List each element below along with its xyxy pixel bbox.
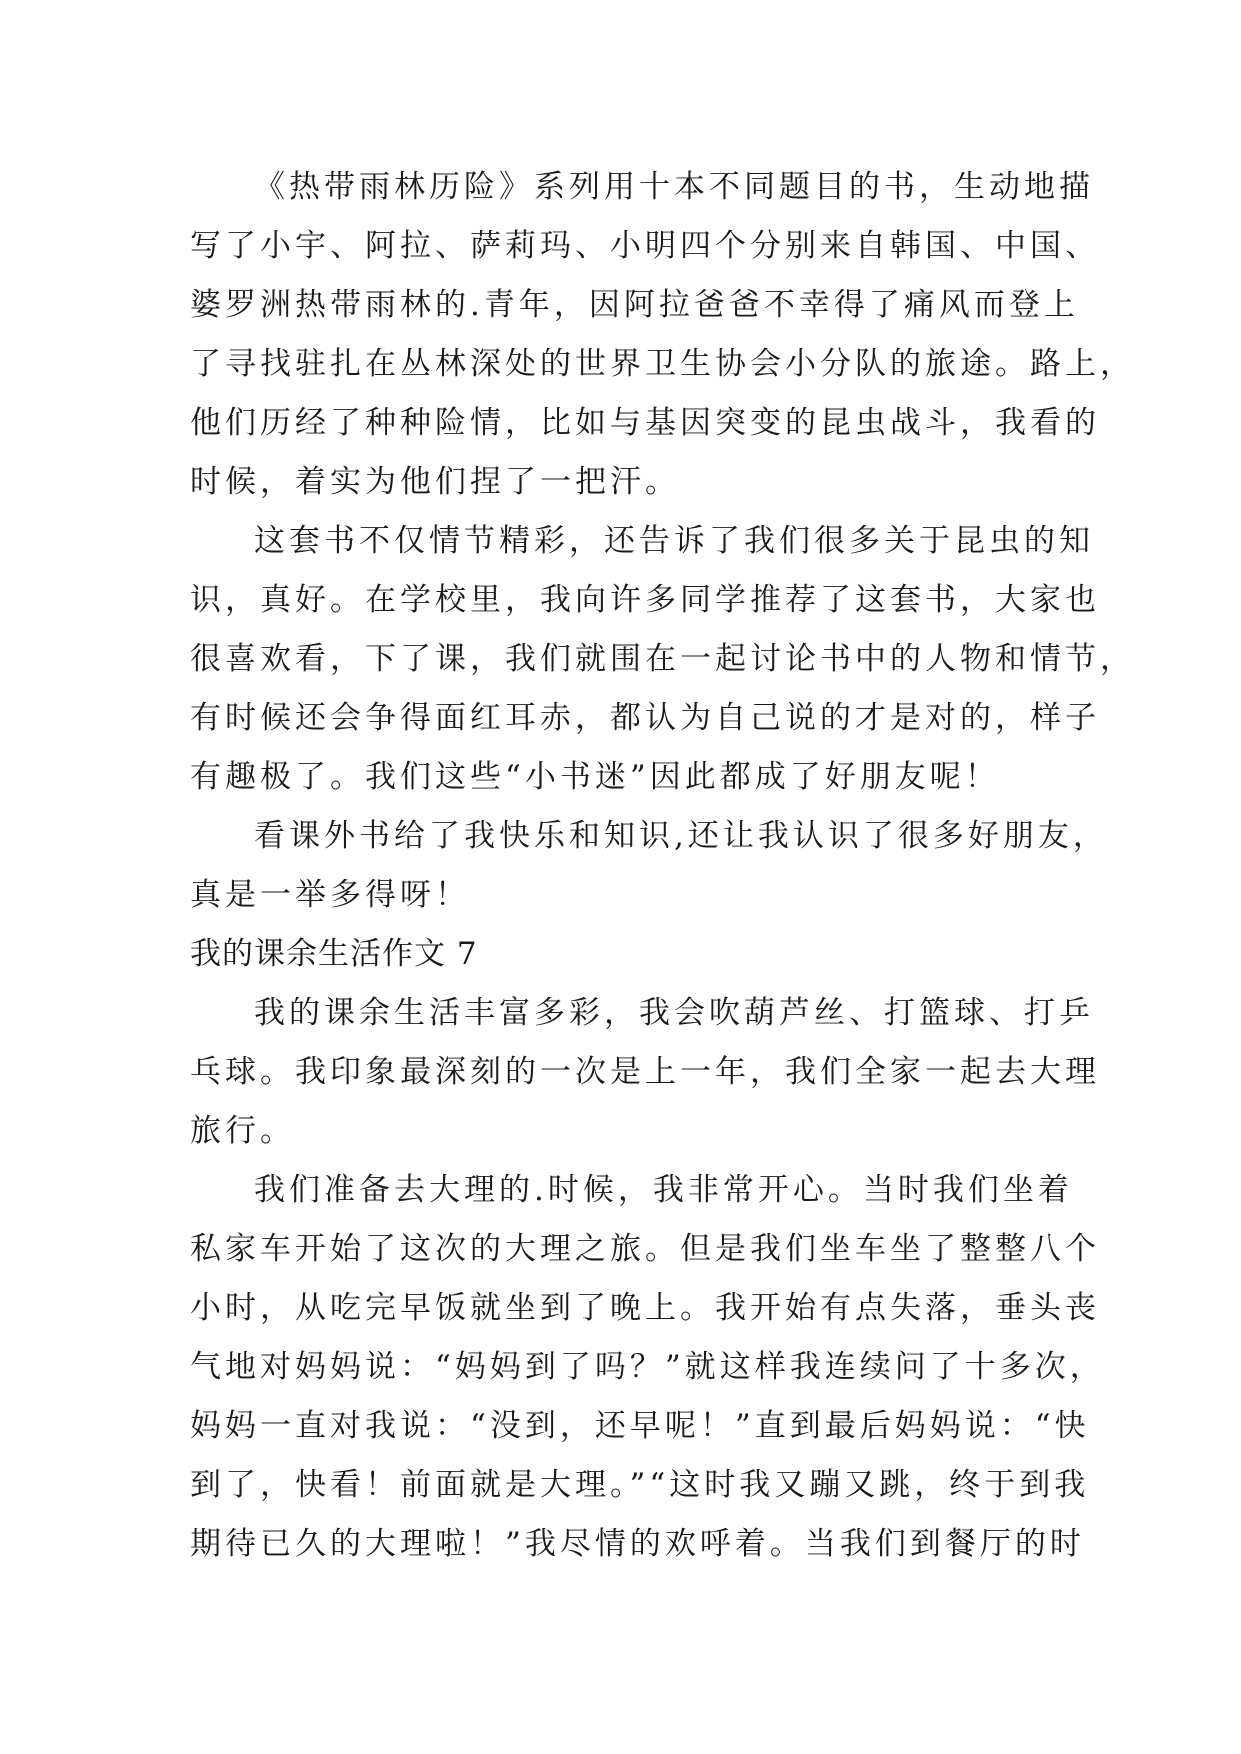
paragraph-line: 我的课余生活丰富多彩，我会吹葫芦丝、打篮球、打乒 <box>254 995 1094 1031</box>
paragraph-line: 妈妈一直对我说：“没到，还早呢！”直到最后妈妈说：“快 <box>190 1408 1090 1444</box>
paragraph-line: 小时，从吃完早饭就坐到了晚上。我开始有点失落，垂头丧 <box>190 1290 1100 1326</box>
section-heading: 我的课余生活作文 7 <box>190 936 478 972</box>
paragraph-line: 气地对妈妈说：“妈妈到了吗？”就这样我连续问了十多次， <box>190 1349 1105 1385</box>
paragraph-line: 时候，着实为他们捏了一把汗。 <box>190 464 680 500</box>
paragraph-line: 了寻找驻扎在丛林深处的世界卫生协会小分队的旅途。路上， <box>190 346 1135 382</box>
paragraph-line: 这套书不仅情节精彩，还告诉了我们很多关于昆虫的知 <box>254 523 1094 559</box>
paragraph-line: 婆罗洲热带雨林的.青年，因阿拉爸爸不幸得了痛风而登上 <box>190 287 1079 323</box>
paragraph-line: 我们准备去大理的.时候，我非常开心。当时我们坐着 <box>254 1172 1073 1208</box>
paragraph-line: 期待已久的大理啦！”我尽情的欢呼着。当我们到餐厅的时 <box>190 1526 1085 1562</box>
paragraph-line: 私家车开始了这次的大理之旅。但是我们坐车坐了整整八个 <box>190 1231 1100 1267</box>
paragraph-line: 很喜欢看，下了课，我们就围在一起讨论书中的人物和情节， <box>190 641 1135 677</box>
article-body <box>190 158 1135 1574</box>
paragraph-line: 有时候还会争得面红耳赤，都认为自己说的才是对的，样子 <box>190 700 1100 736</box>
paragraph-line: 真是一举多得呀！ <box>190 877 470 913</box>
paragraph-line: 他们历经了种种险情，比如与基因突变的昆虫战斗，我看的 <box>190 405 1100 441</box>
paragraph-line: 乓球。我印象最深刻的一次是上一年，我们全家一起去大理 <box>190 1054 1100 1090</box>
paragraph-line: 看课外书给了我快乐和知识,还让我认识了很多好朋友， <box>254 818 1108 854</box>
paragraph-line: 识，真好。在学校里，我向许多同学推荐了这套书，大家也 <box>190 582 1100 618</box>
paragraph-line: 旅行。 <box>190 1113 295 1149</box>
paragraph-line: 《热带雨林历险》系列用十本不同题目的书，生动地描 <box>254 169 1094 205</box>
paragraph-line: 有趣极了。我们这些“小书迷”因此都成了好朋友呢！ <box>190 759 1000 795</box>
paragraph-line: 到了，快看！前面就是大理。”“这时我又蹦又跳，终于到我 <box>190 1467 1090 1503</box>
paragraph-line: 写了小宇、阿拉、萨莉玛、小明四个分别来自韩国、中国、 <box>190 228 1100 264</box>
